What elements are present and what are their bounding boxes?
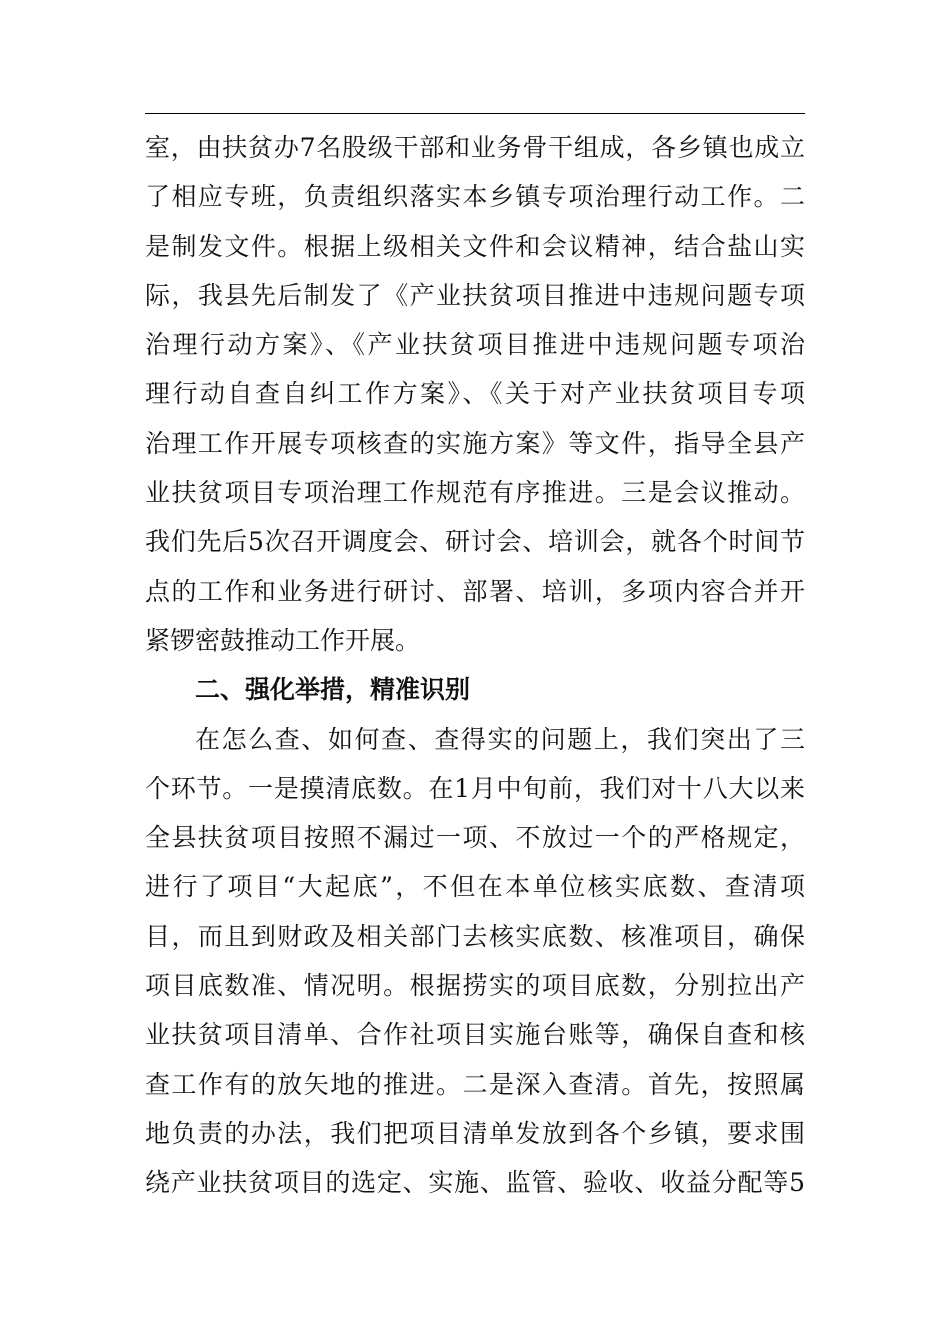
paragraph-line: 绕产业扶贫项目的选定、实施、监管、验收、收益分配等5 [145,1168,805,1198]
paragraph-line: 在怎么查、如何查、查得实的问题上，我们突出了三 [195,724,805,754]
section-heading: 二、强化举措，精准识别 [195,675,471,705]
paragraph-line: 点的工作和业务进行研讨、部署、培训，多项内容合并开 [145,576,805,606]
paragraph-line: 是制发文件。根据上级相关文件和会议精神，结合盐山实 [145,231,805,261]
paragraph-line: 查工作有的放矢地的推进。二是深入查清。首先，按照属 [145,1069,805,1099]
paragraph-line: 地负责的办法，我们把项目清单发放到各个乡镇，要求围 [145,1118,805,1148]
paragraph-line: 全县扶贫项目按照不漏过一项、不放过一个的严格规定， [145,823,805,853]
paragraph-line: 室，由扶贫办7名股级干部和业务骨干组成，各乡镇也成立 [145,133,805,162]
paragraph-line: 治理工作开展专项核查的实施方案》等文件，指导全县产 [145,428,805,458]
paragraph-line: 目，而且到财政及相关部门去核实底数、核准项目，确保 [145,921,805,951]
paragraph-line: 项目底数准、情况明。根据捞实的项目底数，分别拉出产 [145,971,805,1001]
paragraph-line: 理行动自查自纠工作方案》、《关于对产业扶贫项目专项 [145,379,805,409]
paragraph-line: 际，我县先后制发了《产业扶贫项目推进中违规问题专项 [145,280,805,310]
paragraph-line: 业扶贫项目专项治理工作规范有序推进。三是会议推动。 [145,478,805,508]
paragraph-line: 个环节。一是摸清底数。在1月中旬前，我们对十八大以来 [145,773,805,803]
paragraph-line: 治理行动方案》、《产业扶贫项目推进中违规问题专项治 [145,330,805,360]
body-text [145,123,805,1208]
paragraph-line: 进行了项目“大起底”，不但在本单位核实底数、查清项 [145,872,805,902]
paragraph-line: 紧锣密鼓推动工作开展。 [145,625,421,655]
header-rule [145,113,805,114]
paragraph-line: 业扶贫项目清单、合作社项目实施台账等，确保自查和核 [145,1020,805,1050]
paragraph-line: 我们先后5次召开调度会、研讨会、培训会，就各个时间节 [145,527,805,557]
paragraph-line: 了相应专班，负责组织落实本乡镇专项治理行动工作。二 [145,182,805,212]
